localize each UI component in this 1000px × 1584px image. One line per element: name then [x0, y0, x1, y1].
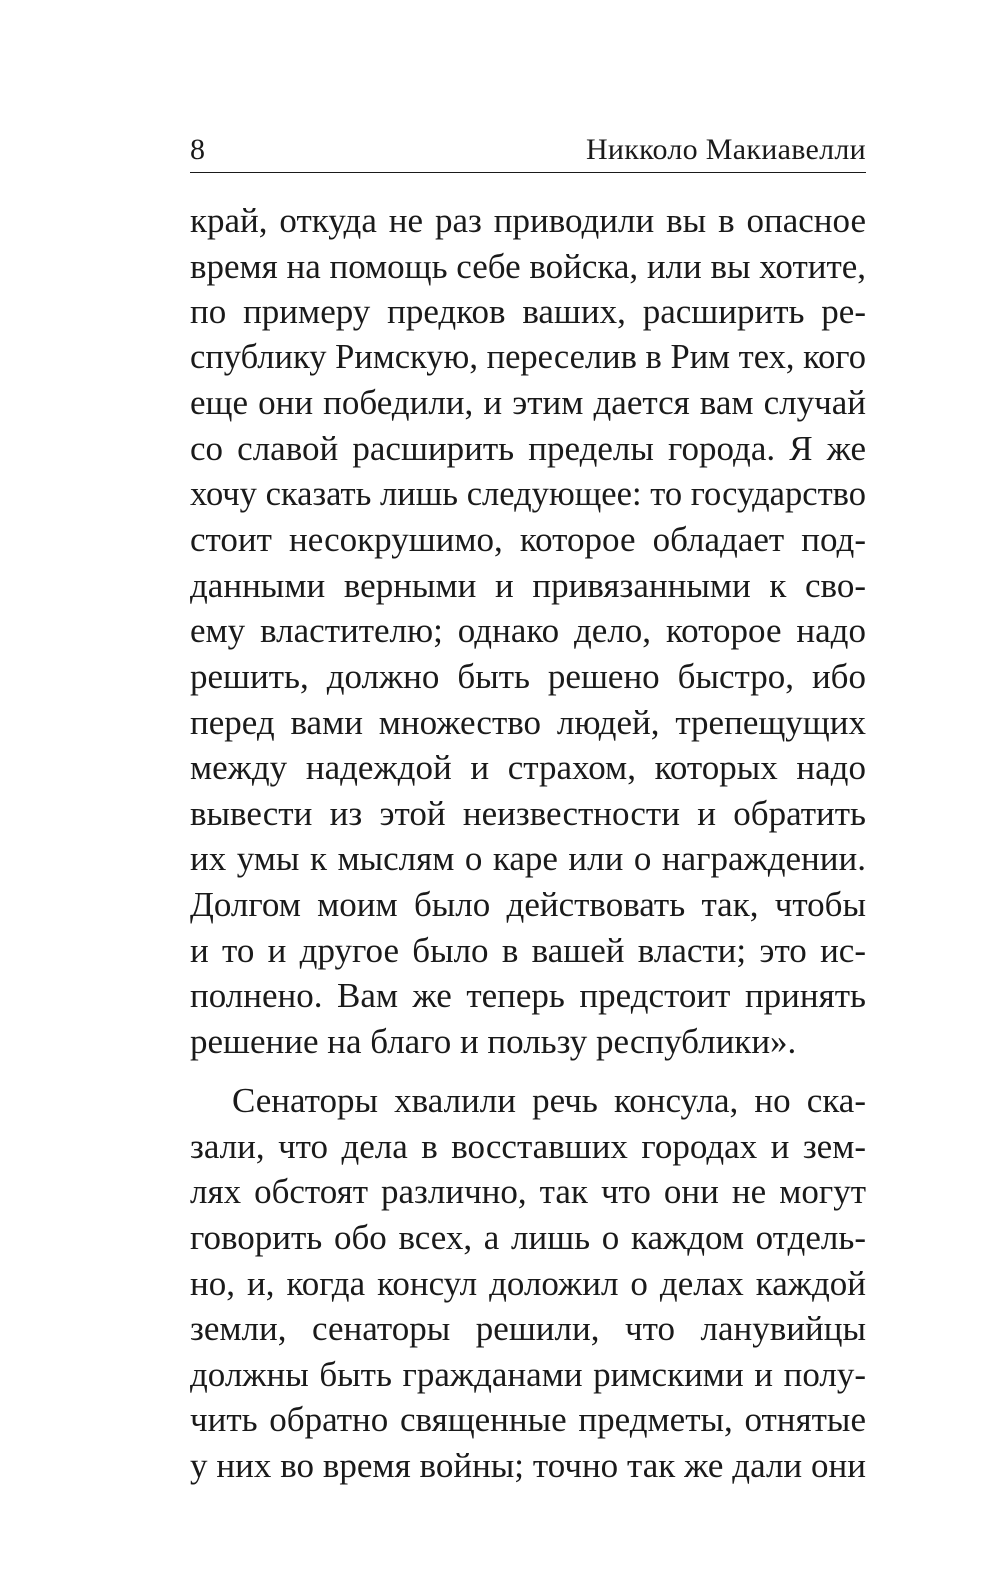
text-line: данными верными и привязанными к сво- [190, 565, 866, 605]
header-rule [190, 172, 866, 173]
text-line: стоит несокрушимо, которое обладает под- [190, 520, 866, 560]
text-line: у них во время войны; точно так же дали они [190, 1446, 866, 1486]
body-text [190, 198, 866, 1489]
text-line: и то и другое было в вашей власти; это ис- [190, 930, 866, 970]
text-line: Сенаторы хвалили речь консула, но ска- [232, 1081, 866, 1121]
paragraph-2 [190, 1078, 866, 1488]
text-line: еще они победили, и этим дается вам случай [190, 383, 866, 423]
page-number: 8 [190, 133, 205, 166]
text-line: лях обстоят различно, так что они не могут [190, 1172, 866, 1212]
text-line: их умы к мыслям о каре или о награждении. [190, 839, 866, 879]
running-title: Никколо Макиавелли [585, 133, 866, 166]
text-line: Долгом моим было действовать так, чтобы [190, 884, 866, 924]
text-line: вывести из этой неизвестности и обратить [190, 793, 866, 833]
text-line: спублику Римскую, переселив в Рим тех, кого [190, 337, 866, 376]
text-line: хочу сказать лишь следующее: то государство [190, 474, 866, 513]
text-line: между надеждой и страхом, которых надо [190, 748, 866, 788]
text-line: перед вами множество людей, трепещущих [190, 702, 866, 742]
text-line: край, откуда не раз приводили вы в опасное [190, 201, 866, 240]
text-line: но, и, когда консул доложил о делах каждой [190, 1263, 866, 1303]
running-head [190, 130, 866, 170]
text-line: ему властителю; однако дело, которое надо [190, 611, 866, 651]
paragraph-1 [190, 198, 866, 1064]
text-line: со славой расширить пределы города. Я же [190, 428, 866, 468]
text-line: зали, что дела в восставших городах и зем- [190, 1126, 866, 1166]
text-line: земли, сенаторы решили, что ланувийцы [190, 1309, 866, 1349]
paragraph-gap [190, 1064, 866, 1078]
text-line: решить, должно быть решено быстро, ибо [190, 656, 866, 696]
text-line: должны быть гражданами римскими и полу- [190, 1354, 866, 1394]
text-line: по примеру предков ваших, расширить ре- [190, 292, 866, 332]
text-line: решение на благо и пользу республики». [190, 1021, 797, 1061]
text-line: говорить обо всех, а лишь о каждом отдель- [190, 1218, 866, 1258]
text-line: чить обратно священные предметы, отнятые [190, 1400, 866, 1440]
text-line: время на помощь себе войска, или вы хотите, [190, 246, 866, 286]
text-line: полнено. Вам же теперь предстоит принять [190, 976, 866, 1016]
